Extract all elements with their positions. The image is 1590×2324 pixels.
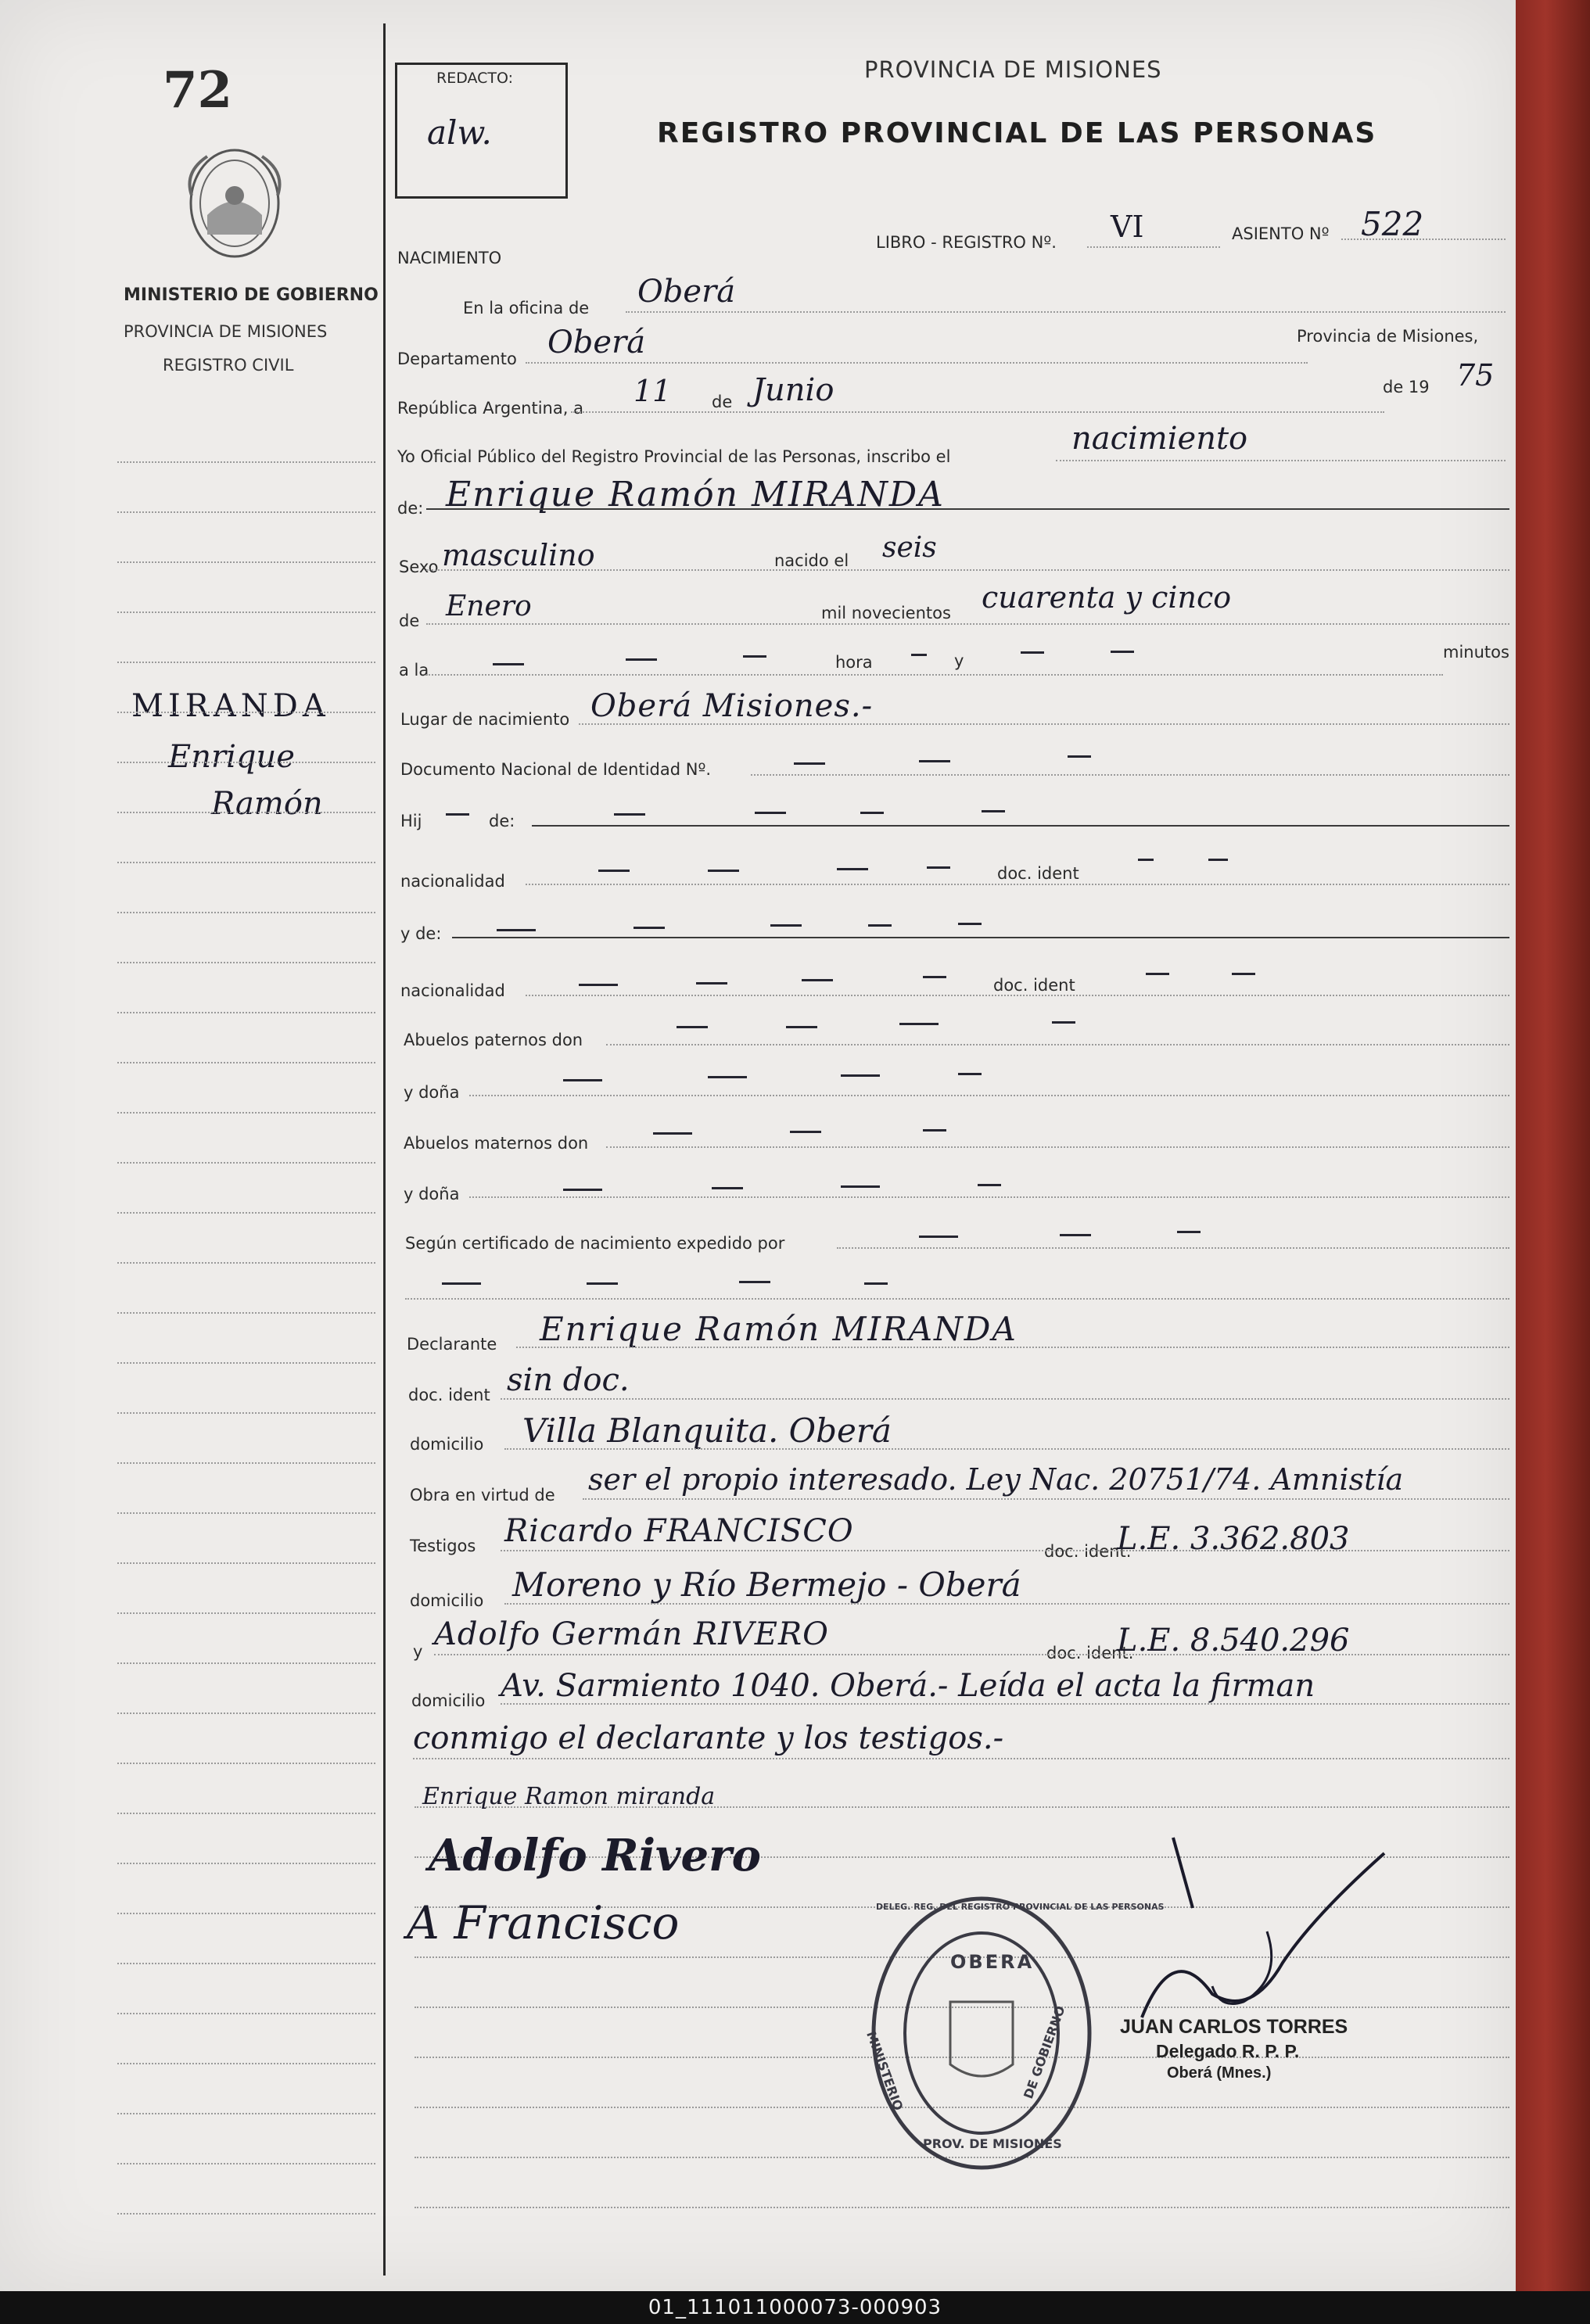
provincia-label: Provincia de Misiones, — [1297, 327, 1479, 346]
libro-label: LIBRO - REGISTRO Nº. — [876, 233, 1057, 252]
mil-value: cuarenta y cinco — [982, 580, 1232, 615]
nacionalidad2-label: nacionalidad — [400, 981, 505, 1000]
blank-dash — [919, 1236, 958, 1238]
margin-rule — [117, 611, 375, 613]
blank-dash — [446, 813, 469, 816]
y-dona1-label: y doña — [404, 1083, 460, 1102]
nombre-label: de: — [397, 499, 424, 518]
margin-rule — [117, 2113, 375, 2114]
departamento-value: Oberá — [547, 325, 646, 360]
abuelos-pat-label: Abuelos paternos don — [404, 1031, 583, 1049]
blank-dash — [841, 1185, 880, 1188]
blank-dash — [614, 813, 645, 816]
nacimiento-label: NACIMIENTO — [397, 249, 502, 267]
de-padre-label: de: — [489, 812, 515, 830]
margin-rule — [117, 862, 375, 863]
oficina-label: En la oficina de — [463, 299, 590, 317]
margin-rule — [117, 662, 375, 663]
nacionalidad1-label: nacionalidad — [400, 872, 505, 891]
doc-ident2-label: doc. ident — [993, 976, 1075, 995]
blank-dash — [712, 1187, 743, 1189]
blank-dash — [790, 1131, 821, 1133]
abuelos-mat-label: Abuelos maternos don — [404, 1134, 589, 1153]
province-seal-icon — [176, 141, 293, 266]
mil-label: mil novecientos — [821, 604, 951, 622]
redacto-label: REDACTO: — [436, 70, 514, 87]
domicilio2-value: Moreno y Río Bermejo - Oberá — [512, 1565, 1021, 1604]
blank-dash — [982, 810, 1005, 812]
blank-dash — [743, 655, 766, 658]
margin-rule — [117, 2013, 375, 2014]
blank-dash — [739, 1281, 770, 1283]
blank-dash — [802, 979, 833, 981]
certificado-label: Según certificado de nacimiento expedido por — [405, 1234, 785, 1253]
doc-t1-label: doc. ident. — [1044, 1542, 1132, 1561]
domicilio3-value: Av. Sarmiento 1040. Oberá.- Leída el acta la firman — [501, 1668, 1315, 1704]
margin-rule — [117, 1262, 375, 1264]
blank-dash — [978, 1184, 1001, 1186]
oficina-value: Oberá — [637, 274, 736, 310]
domicilio1-label: domicilio — [410, 1435, 484, 1454]
domicilio1-value: Villa Blanquita. Oberá — [522, 1411, 892, 1450]
margin-rule — [117, 1813, 375, 1814]
margin-rule — [117, 1863, 375, 1864]
margin-rule — [117, 561, 375, 563]
blank-dash — [868, 924, 892, 927]
stamp-center-right: DE GOBIERNO — [1021, 2003, 1068, 2101]
margin-rule — [117, 962, 375, 963]
image-caption: 01_111011000073-000903 — [648, 2296, 942, 2319]
margin-rule — [117, 2163, 375, 2164]
blank-dash — [563, 1079, 602, 1081]
asiento-value: 522 — [1361, 205, 1424, 243]
margin-rule — [117, 511, 375, 513]
anio-value: 75 — [1456, 358, 1495, 393]
blank-dash — [860, 812, 884, 814]
mes-value: Junio — [752, 372, 834, 408]
blank-dash — [864, 1282, 888, 1285]
blank-dash — [1208, 859, 1228, 861]
right-rule — [415, 2207, 1509, 2208]
hora-label: hora — [835, 653, 873, 672]
de-label: de — [712, 393, 733, 411]
blank-dash — [1060, 1234, 1091, 1236]
official-name: JUAN CARLOS TORRES — [1120, 2016, 1348, 2038]
blank-dash — [1138, 859, 1154, 861]
margin-rule — [117, 461, 375, 463]
blank-dash — [1052, 1021, 1075, 1024]
hij-label: Hij — [400, 812, 422, 830]
margin-rule — [117, 1612, 375, 1614]
official-place: Oberá (Mnes.) — [1167, 2064, 1272, 2082]
blank-dash — [899, 1023, 939, 1025]
blank-dash — [911, 654, 927, 656]
margin-rule — [117, 1913, 375, 1914]
signature-declarante: Enrique Ramon miranda — [422, 1783, 716, 1810]
blank-dash — [786, 1026, 817, 1028]
y-de-label: y de: — [400, 924, 442, 943]
margin-rule — [117, 812, 375, 813]
blank-dash — [755, 812, 786, 814]
blank-dash — [923, 976, 946, 978]
ministry-label: MINISTERIO DE GOBIERNO — [124, 285, 379, 305]
sexo-label: Sexo — [399, 558, 439, 576]
doc-t2-value: L.E. 8.540.296 — [1117, 1623, 1350, 1659]
margin-rule — [117, 1312, 375, 1314]
asiento-label: ASIENTO Nº — [1232, 224, 1330, 243]
header-province: PROVINCIA DE MISIONES — [864, 56, 1162, 83]
nombre-value: Enrique Ramón MIRANDA — [446, 475, 945, 515]
blank-dash — [1021, 651, 1044, 654]
book-binding-edge — [1516, 0, 1590, 2291]
margin-rule — [117, 1512, 375, 1514]
doc-t2-label: doc. ident. — [1046, 1644, 1134, 1662]
obra-value: ser el propio interesado. Ley Nac. 20751/74. Amnistía — [588, 1462, 1404, 1497]
margin-rule — [117, 762, 375, 763]
margin-note-name1: Enrique — [168, 739, 295, 775]
departamento-label: Departamento — [397, 350, 517, 368]
y-label: y — [954, 651, 964, 670]
civil-label: REGISTRO CIVIL — [163, 356, 294, 375]
y-dona2-label: y doña — [404, 1185, 460, 1203]
signature-francisco: A Francisco — [407, 1896, 680, 1949]
blank-dash — [563, 1189, 602, 1191]
margin-rule — [117, 1562, 375, 1564]
blank-dash — [708, 870, 739, 872]
y-t2-label: y — [413, 1642, 423, 1661]
nacido-label: nacido el — [774, 551, 849, 570]
doc-ident1-label: doc. ident — [997, 864, 1079, 883]
margin-rule — [117, 1012, 375, 1013]
domicilio2-label: domicilio — [410, 1591, 484, 1610]
margin-rule — [117, 1963, 375, 1964]
doc-decl-value: sin doc. — [507, 1362, 630, 1398]
libro-value: VI — [1111, 210, 1144, 244]
closing-value: conmigo el declarante y los testigos.- — [413, 1720, 1004, 1756]
blank-dash — [442, 1282, 481, 1285]
blank-dash — [633, 927, 665, 929]
dni-label: Documento Nacional de Identidad Nº. — [400, 760, 712, 779]
obra-label: Obra en virtud de — [410, 1486, 555, 1505]
blank-dash — [1177, 1231, 1201, 1233]
blank-dash — [770, 924, 802, 927]
sexo-value: masculino — [442, 538, 595, 572]
margin-rule — [117, 1412, 375, 1414]
dia-value: 11 — [633, 374, 672, 408]
official-role: Delegado R. P. P. — [1156, 2041, 1300, 2061]
margin-rule — [117, 1362, 375, 1364]
lugar-label: Lugar de nacimiento — [400, 710, 570, 729]
de19-label: de 19 — [1383, 378, 1430, 396]
blank-dash — [497, 929, 536, 931]
blank-dash — [794, 762, 825, 765]
official-stamp — [863, 1892, 1165, 2174]
lugar-value: Oberá Misiones.- — [590, 688, 874, 724]
blank-dash — [579, 984, 618, 986]
minutos-label: minutos — [1443, 643, 1509, 662]
redacto-value: alw. — [427, 113, 492, 152]
redacto-box — [395, 63, 568, 199]
margin-rule — [117, 2063, 375, 2064]
margin-rule — [117, 2213, 375, 2215]
testigo2-value: Adolfo Germán RIVERO — [434, 1616, 829, 1652]
blank-dash — [1111, 651, 1134, 653]
testigo1-value: Ricardo FRANCISCO — [504, 1513, 854, 1549]
nacido-value: seis — [882, 532, 937, 564]
blank-dash — [677, 1026, 708, 1028]
blank-dash — [696, 982, 727, 984]
margin-note-name2: Ramón — [211, 786, 323, 822]
blank-dash — [958, 1073, 982, 1075]
blank-dash — [958, 923, 982, 925]
blank-dash — [841, 1074, 880, 1077]
blank-dash — [927, 866, 950, 869]
blank-dash — [587, 1282, 618, 1285]
margin-rule — [117, 1112, 375, 1114]
margin-rule — [117, 1162, 375, 1164]
province-label: PROVINCIA DE MISIONES — [124, 322, 328, 341]
stamp-center-left: MINISTERIO — [863, 2029, 906, 2113]
blank-dash — [653, 1132, 692, 1135]
stamp-center-top: OBERA — [950, 1951, 1035, 1973]
blank-dash — [837, 868, 868, 870]
folio-number: 72 — [163, 61, 233, 120]
de-mes-label: de — [399, 611, 420, 630]
document-title: REGISTRO PROVINCIAL DE LAS PERSONAS — [657, 117, 1377, 149]
margin-rule — [117, 1212, 375, 1214]
blank-dash — [598, 870, 630, 872]
blank-dash — [1068, 755, 1091, 758]
margin-rule — [117, 1462, 375, 1464]
official-signature-mark — [1126, 1822, 1408, 2025]
blank-dash — [919, 760, 950, 762]
blank-dash — [493, 663, 524, 665]
a-la-label: a la — [399, 661, 429, 680]
doc-decl-label: doc. ident — [408, 1386, 490, 1404]
stamp-ring-text: DELEG. REG. DEL REGISTRO PROVINCIAL DE LAS PERSONAS — [876, 1902, 1165, 1912]
oficial-label: Yo Oficial Público del Registro Provincial de las Personas, inscribo el — [397, 447, 951, 466]
blank-dash — [708, 1076, 747, 1078]
margin-rule — [117, 712, 375, 713]
oficial-value: nacimiento — [1071, 421, 1248, 457]
doc-t1-value: L.E. 3.362.803 — [1117, 1521, 1350, 1557]
blank-dash — [626, 658, 657, 661]
stamp-bottom: PROV. DE MISIONES — [923, 2136, 1062, 2151]
blank-dash — [923, 1129, 946, 1132]
domicilio3-label: domicilio — [411, 1691, 486, 1710]
blank-dash — [1146, 973, 1169, 975]
nacido-mes: Enero — [446, 590, 532, 622]
margin-rule — [117, 1713, 375, 1714]
blank-dash — [1232, 973, 1255, 975]
declarante-value: Enrique Ramón MIRANDA — [540, 1310, 1018, 1348]
margin-divider — [383, 23, 386, 2276]
declarante-label: Declarante — [407, 1335, 497, 1354]
margin-note-surname: MIRANDA — [131, 688, 330, 724]
testigos-label: Testigos — [410, 1537, 476, 1555]
margin-rule — [117, 1763, 375, 1764]
republica-label: República Argentina, a — [397, 399, 583, 418]
signature-rivero: Adolfo Rivero — [429, 1830, 762, 1881]
margin-rule — [117, 1062, 375, 1063]
margin-rule — [117, 912, 375, 913]
margin-rule — [117, 1662, 375, 1664]
